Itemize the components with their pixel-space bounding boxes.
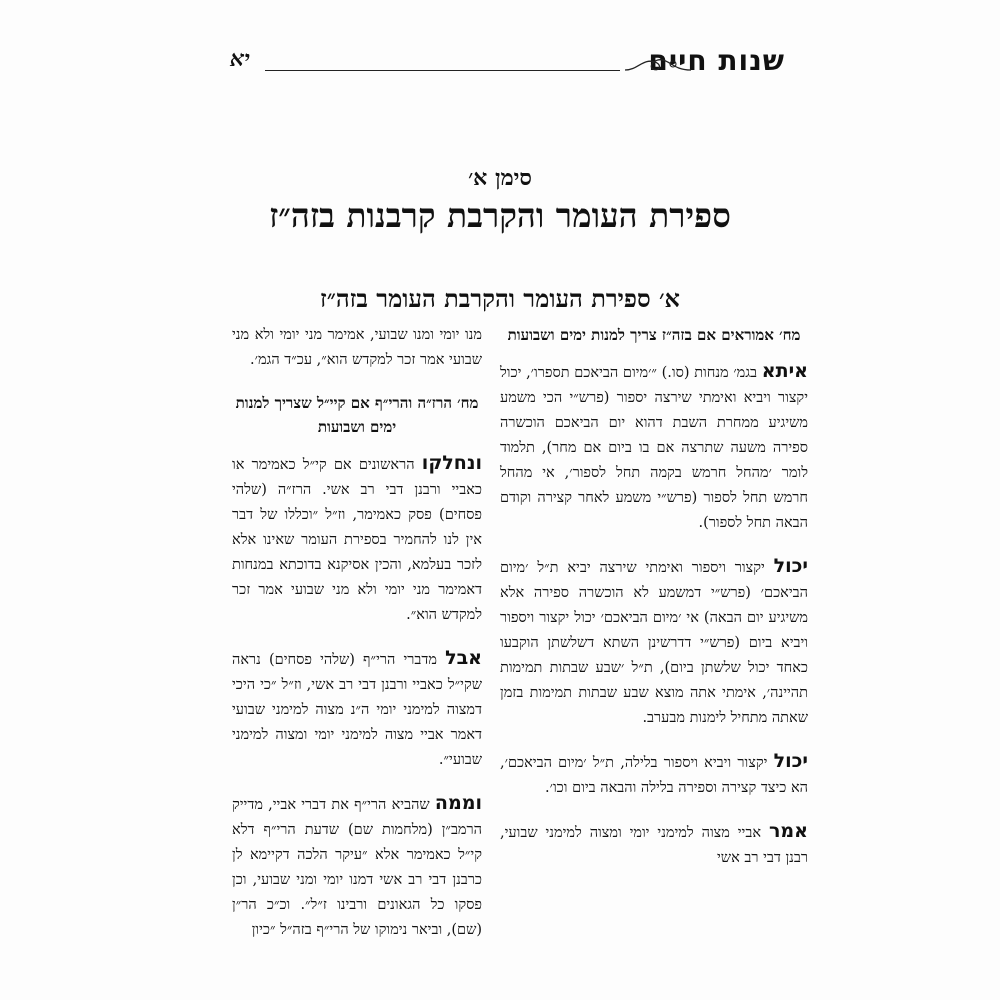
- running-head-rule: [265, 70, 620, 71]
- paragraph: [500, 554, 808, 731]
- paragraph-lead-word: יכול: [773, 555, 809, 577]
- paragraph-lead-word: יכול: [773, 750, 809, 772]
- paragraph-lead-word: אמר: [768, 820, 809, 842]
- paragraph-text: יקצור ויספור ואימתי שירצה יביא ת״ל ׳מיום הביאכם׳ (פרש״י דמשמע לא הוכשרה ספירה אלא משיגיע יום הבאה) אי ׳מיום הביאכם׳ יכול יקצור ויספור ויביא ביום (פרש״י דדרשינן השתא דשלשתן הוקבעו כאחד יכול שלשתן ביום), ת״ל ׳שבע שבתות תמימות תהיינה׳, אימתי אתה מוצא שבע שבתות תמימות בזמן שאתה מתחיל לימנות מבערב.: [500, 560, 808, 726]
- siman-label: סימן א׳: [468, 165, 532, 191]
- continued-paragraph: מנו יומי ומנו שבועי, אמימר מני יומי ולא מני שבועי אמר זכר למקדש הוא״, עכ״ד הגמ׳.: [232, 327, 482, 368]
- paragraph-lead-word: איתא: [761, 360, 809, 382]
- paragraph-text: מדברי הרי״ף (שלהי פסחים) נראה שקי״ל כאביי ורבנן דבי רב אשי, וז״ל ״כי היכי דמצוה למימני יומי ה״נ מצוה למימני שבועי דאמר אביי מצוה למימני יומי ומצוה למימני שבועי״.: [232, 652, 482, 768]
- running-head-title: שנות חיים: [648, 44, 785, 77]
- right-column: [500, 323, 808, 889]
- paragraph: [500, 819, 808, 871]
- paragraph-lead-word: וממה: [434, 792, 482, 814]
- section-title: א׳ ספירת העומר והקרבת העומר בזה״ז: [320, 284, 680, 313]
- paragraph-lead-word: אבל: [445, 647, 483, 669]
- chapter-title: ספירת העומר והקרבת קרבנות בזה״ז: [269, 196, 731, 235]
- paragraph-text: בגמ׳ מנחות (סו.) ״׳מיום הביאכם תספרו׳, יכול יקצור ויביא ואימתי שירצה יספור (פרש״י הכי משמע משיגיע ממחרת השבת דהוא יום הביאכם הוכשרה ספירה משעה שתרצה אם בו ביום אם מחר), תלמוד לומר ׳מהחל חרמש בקמה תחל לספור׳, אי מהחל חרמש תחל לספור (פרש״י משמע לאחר קצירה וקודם הבאה תחל לספור).: [500, 365, 808, 531]
- paragraph: [500, 359, 808, 536]
- paragraph-text: שהביא הרי״ף את דברי אביי, מדייק הרמב״ן (מלחמות שם) שדעת הרי״ף דלא קי״ל כאמימר אלא ״עיקר הלכה דקיימא לן כרבנן דבי רב אשי דמנו יומי ומני שבועי, וכן פסקו כל הגאונים ורבינו ז״ל״. וכ״כ הר״ן (שם), וביאר נימוקו של הרי״ף בזה״ל ״כיון: [232, 797, 482, 938]
- page-number: יא: [230, 46, 250, 72]
- left-column-subheading: מח׳ הרז״ה והרי״ף אם קיי״ל שצריך למנות ימים ושבועות: [235, 394, 479, 436]
- right-column-subheading: מח׳ אמוראים אם בזה״ז צריך למנות ימים ושבועות: [507, 326, 801, 344]
- paragraph: [232, 791, 482, 943]
- paragraph: [232, 451, 482, 628]
- paragraph: [500, 749, 808, 801]
- left-column: [232, 323, 482, 961]
- flourish-ornament-icon: [623, 50, 693, 76]
- paragraph: [232, 646, 482, 773]
- paragraph-lead-word: ונחלקו: [421, 452, 482, 474]
- paragraph-text: הראשונים אם קי״ל כאמימר או כאביי ורבנן דבי רב אשי. הרז״ה (שלהי פסחים) פסק כאמימר, וז״ל ״וכללו של דבר אין לנו להחמיר בספירת העומר שאינו אלא לזכר בעלמא, והכין אסיקנא בדוכתא במנחות דאמימר מני יומי ולא מני שבועי אמר זכר למקדש הוא״.: [232, 457, 482, 623]
- paragraph-text: אביי מצוה למימני יומי ומצוה למימני שבועי, רבנן דבי רב אשי: [500, 825, 808, 866]
- running-head: [225, 44, 785, 84]
- paragraph-text: יקצור ויביא ויספור בלילה, ת״ל ׳מיום הביאכם׳, הא כיצד קצירה וספירה בלילה והבאה ביום וכו׳.: [500, 755, 808, 796]
